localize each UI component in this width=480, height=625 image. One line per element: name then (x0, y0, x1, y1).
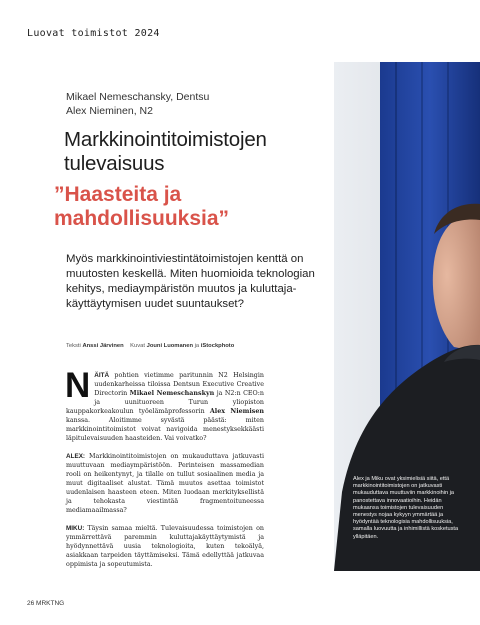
intro-text-1: pohtien vietimme paritunnin N2 Helsingin uudenkarheissa tiloissa Dentsun Executive Creative Directorin (94, 372, 264, 397)
person-name: Alex Niemisen (209, 408, 264, 415)
intro-lead-in: ÄITÄ (94, 372, 110, 379)
article-paragraph (66, 524, 264, 569)
byline-credits (66, 343, 336, 349)
article-intro (65, 366, 264, 443)
author-list (66, 90, 296, 118)
intro-text-3: kanssa. Aloitimme syvästä päästä: miten markkinointitoimistot voivat navigoida menestyksekkäästi läpitulevaisuuden haasteiden. Vai voivatko? (66, 417, 264, 442)
credit-photographer: Jouni Luomanen (146, 343, 193, 349)
person-name: Mikael Nemeschanskyn (129, 390, 215, 397)
intro-text-2: ja N2:n CEO:n ja uunituoreen Turun yliopiston kauppakorkeakoulun työelämäprofessorin (66, 390, 264, 415)
pull-quote: ”Haasteita ja mahdollisuuksia” (54, 183, 230, 230)
article-body (65, 366, 264, 578)
credit-joiner: ja (194, 343, 200, 349)
credit-writer: Anssi Järvinen (82, 343, 124, 349)
headline: Markkinointitoimistojen tulevaisuus (64, 128, 267, 175)
speaker-label: ALEX: (66, 453, 86, 460)
speaker-label: MIKU: (66, 525, 85, 532)
page-folio: 26 MRKTNG (27, 600, 65, 607)
drop-cap: N (65, 366, 91, 405)
article-paragraph (66, 452, 264, 515)
photo-caption: Alex ja Miku ovat yksimielisiä siitä, että markkinointitoimistojen on jatkuvasti mukauduttava muuttuviin markkinoihin ja panostettava innovaatioihin. Heidän mukaansa toimistojen tulevaisuuden menestys nojaa kykyyn ymmärtää ja hyödyntää teknologisia mahdollisuuksia, samalla luovuutta ja inhimillistä kosketusta ylläpitäen. (353, 476, 459, 540)
credit-photo-label: Kuvat (130, 343, 145, 349)
credit-agency: iStockphoto (200, 343, 235, 349)
lead-paragraph: Myös markkinointiviestintätoimistojen kenttä on muutosten keskellä. Miten huomioida teknologian kehitys, mediaympäristön muutos ja kuluttajakäyttäytymisen uudet suuntaukset? (66, 253, 315, 310)
author-name: Alex Nieminen, N2 (66, 105, 153, 117)
credit-text-label: Teksti (66, 343, 81, 349)
paragraph-text: Täysin samaa mieltä. Tulevaisuudessa toimistojen on ymmärrettävä paremmin kuluttajakäyttäytymistä ja hyödynnettävä uusia teknologioita, kuten tekoälyä, asiakkaan tarpeiden täyttämiseksi. Tämä edellyttää jatkuvaa oppimista ja sopeutumista. (66, 525, 264, 568)
author-name: Mikael Nemeschansky, Dentsu (66, 91, 210, 103)
section-label: Luovat toimistot 2024 (27, 28, 160, 39)
paragraph-text: Markkinointitoimistojen on mukauduttava jatkuvasti muuttuvaan mediaympäristöön. Perinteisen massamedian rooli on heikentynyt, ja tilalle on tullut sosiaalinen media ja muut digitaaliset alustat. Tämä muutos asettaa toimistot uudenlaisen haasteen eteen. Miten luodaan merkityksellistä ja tehokasta viestintää fragmentoituneessa mediamaailmassa? (66, 453, 264, 514)
